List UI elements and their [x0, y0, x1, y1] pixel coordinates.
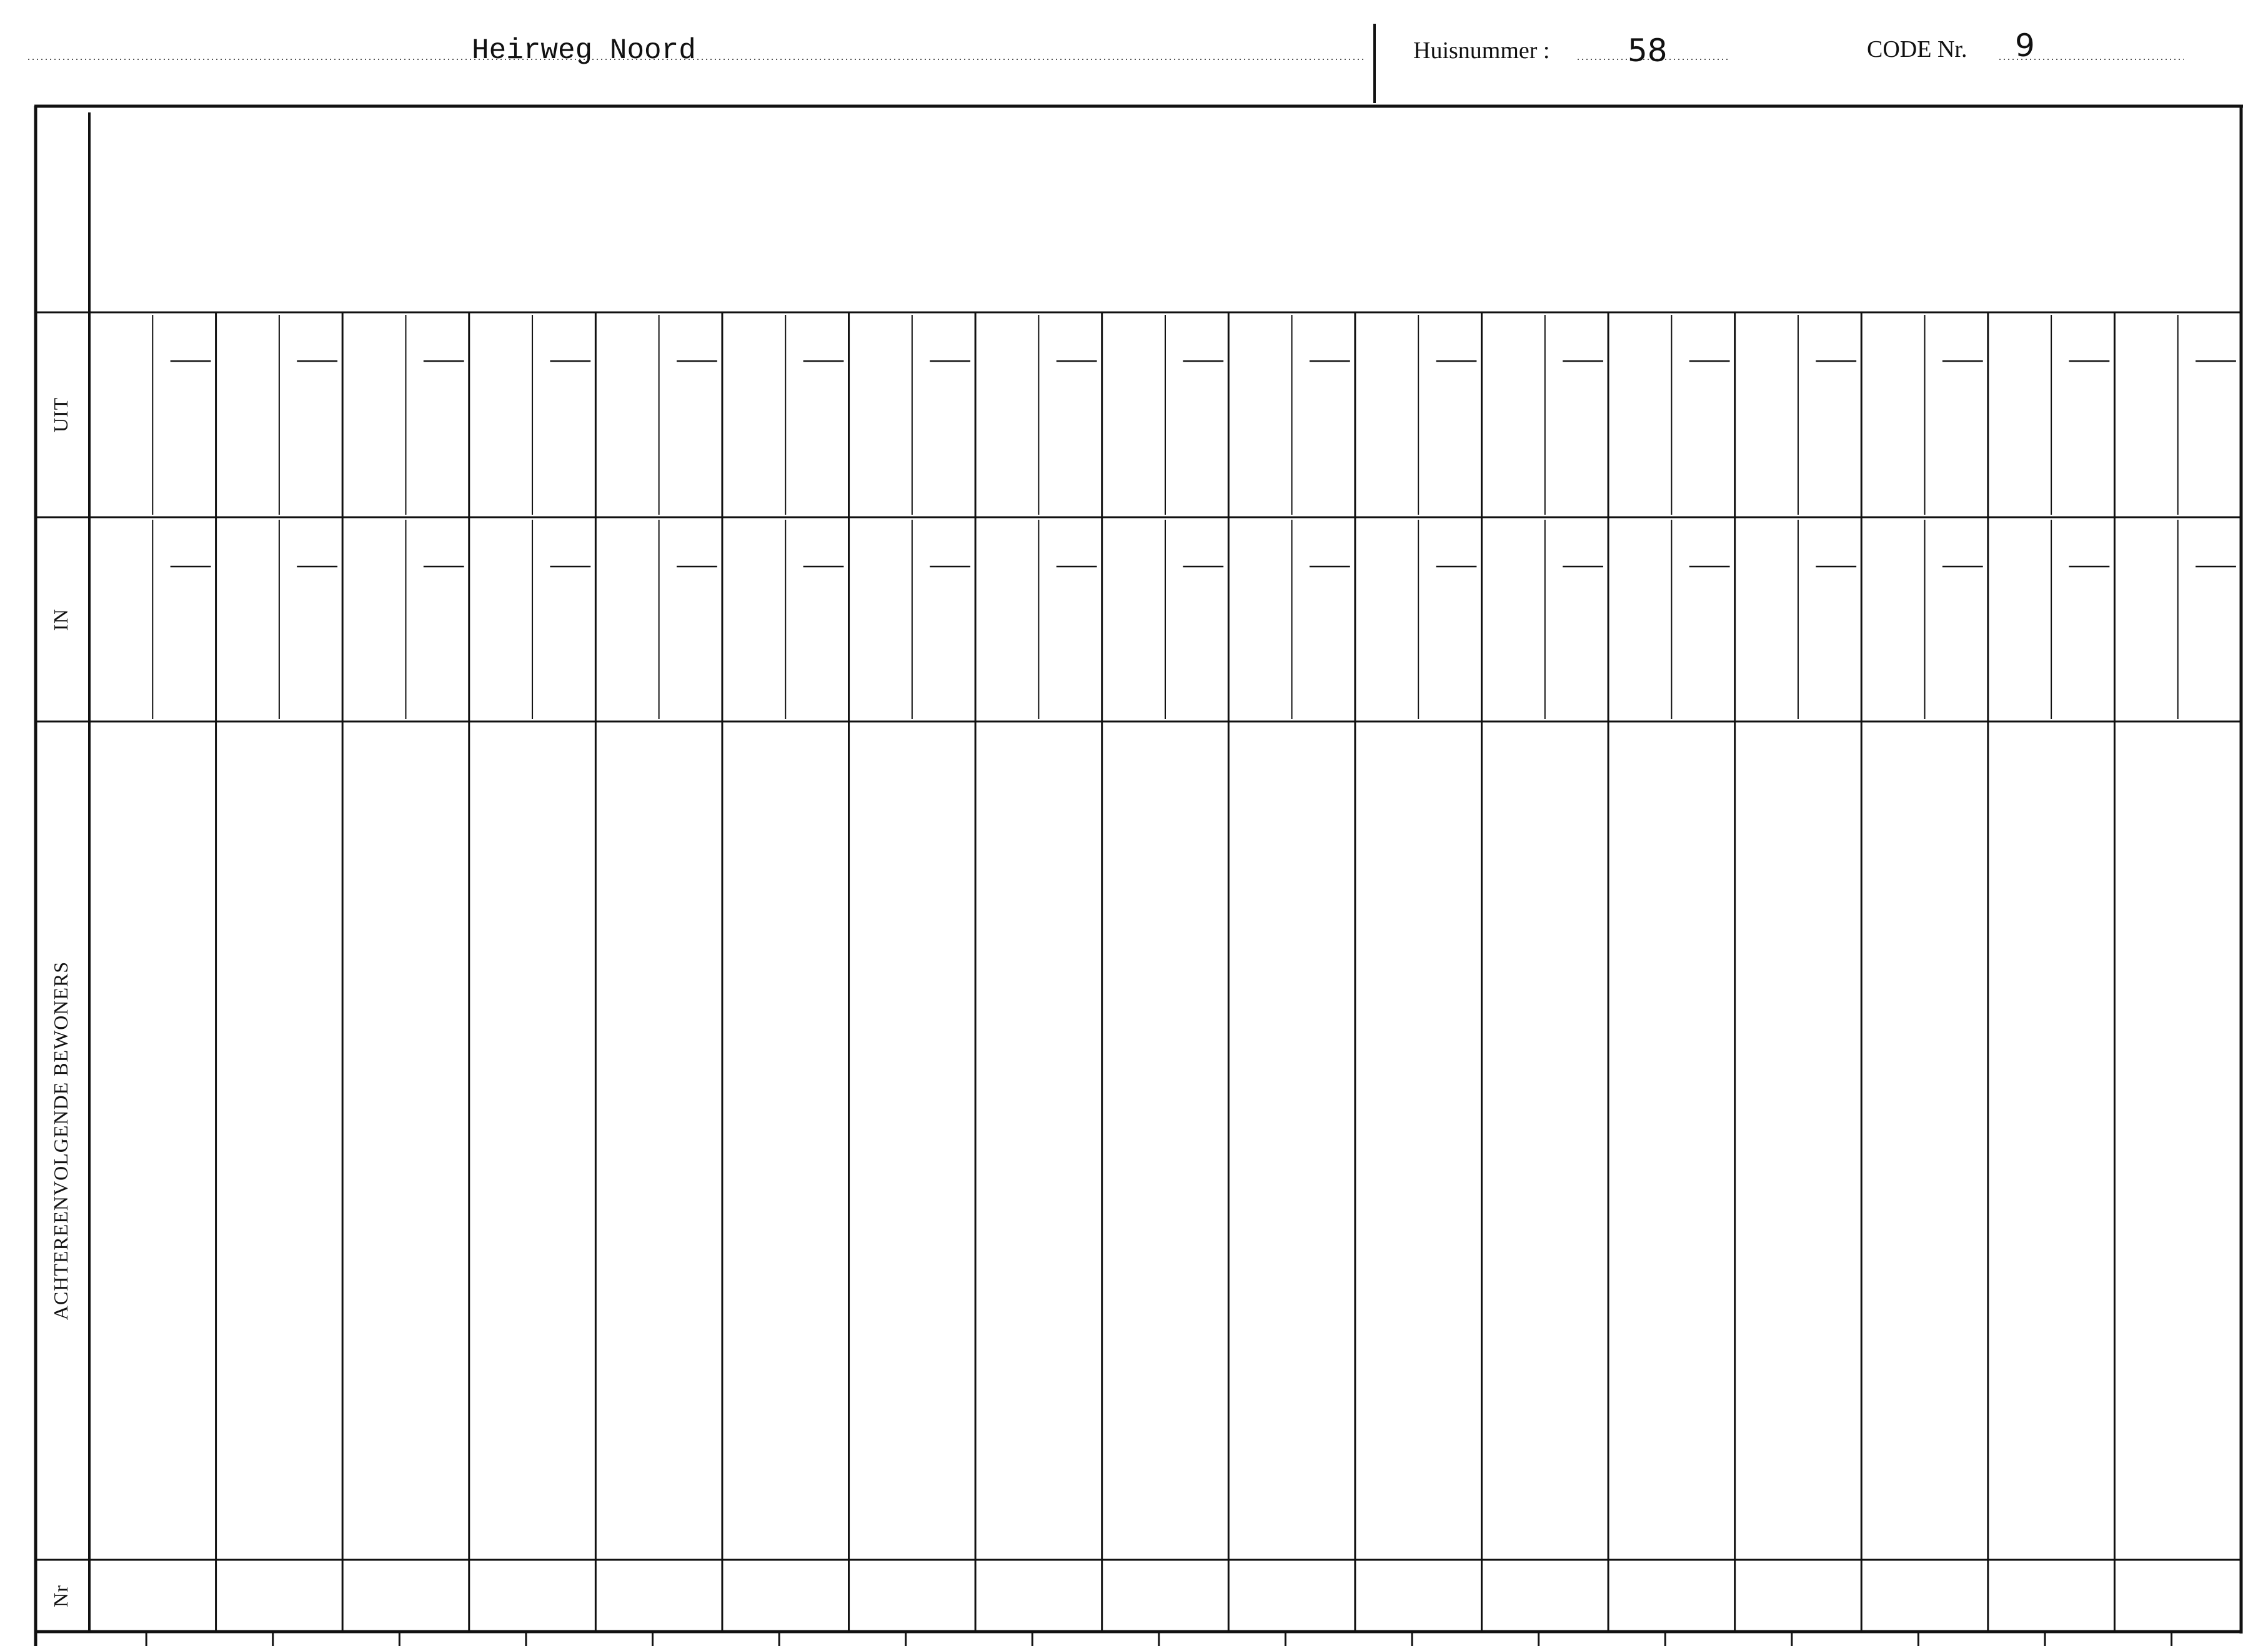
code-value: 9	[2015, 27, 2035, 64]
house-number-label: Huisnummer :	[1413, 37, 1550, 64]
row-label-in: IN	[49, 608, 72, 631]
street-name: Heirweg Noord	[472, 34, 696, 67]
house-number-value: 58	[1628, 32, 1668, 69]
header	[28, 24, 2184, 103]
table	[34, 106, 2243, 1646]
code-label: CODE Nr.	[1867, 36, 1967, 62]
table-grid	[146, 312, 2236, 1646]
row-label-uit: UIT	[49, 397, 72, 433]
row-label-residents: ACHTEREENVOLGENDE BEWONERS	[49, 961, 72, 1321]
row-label-nr: Nr	[49, 1585, 72, 1607]
